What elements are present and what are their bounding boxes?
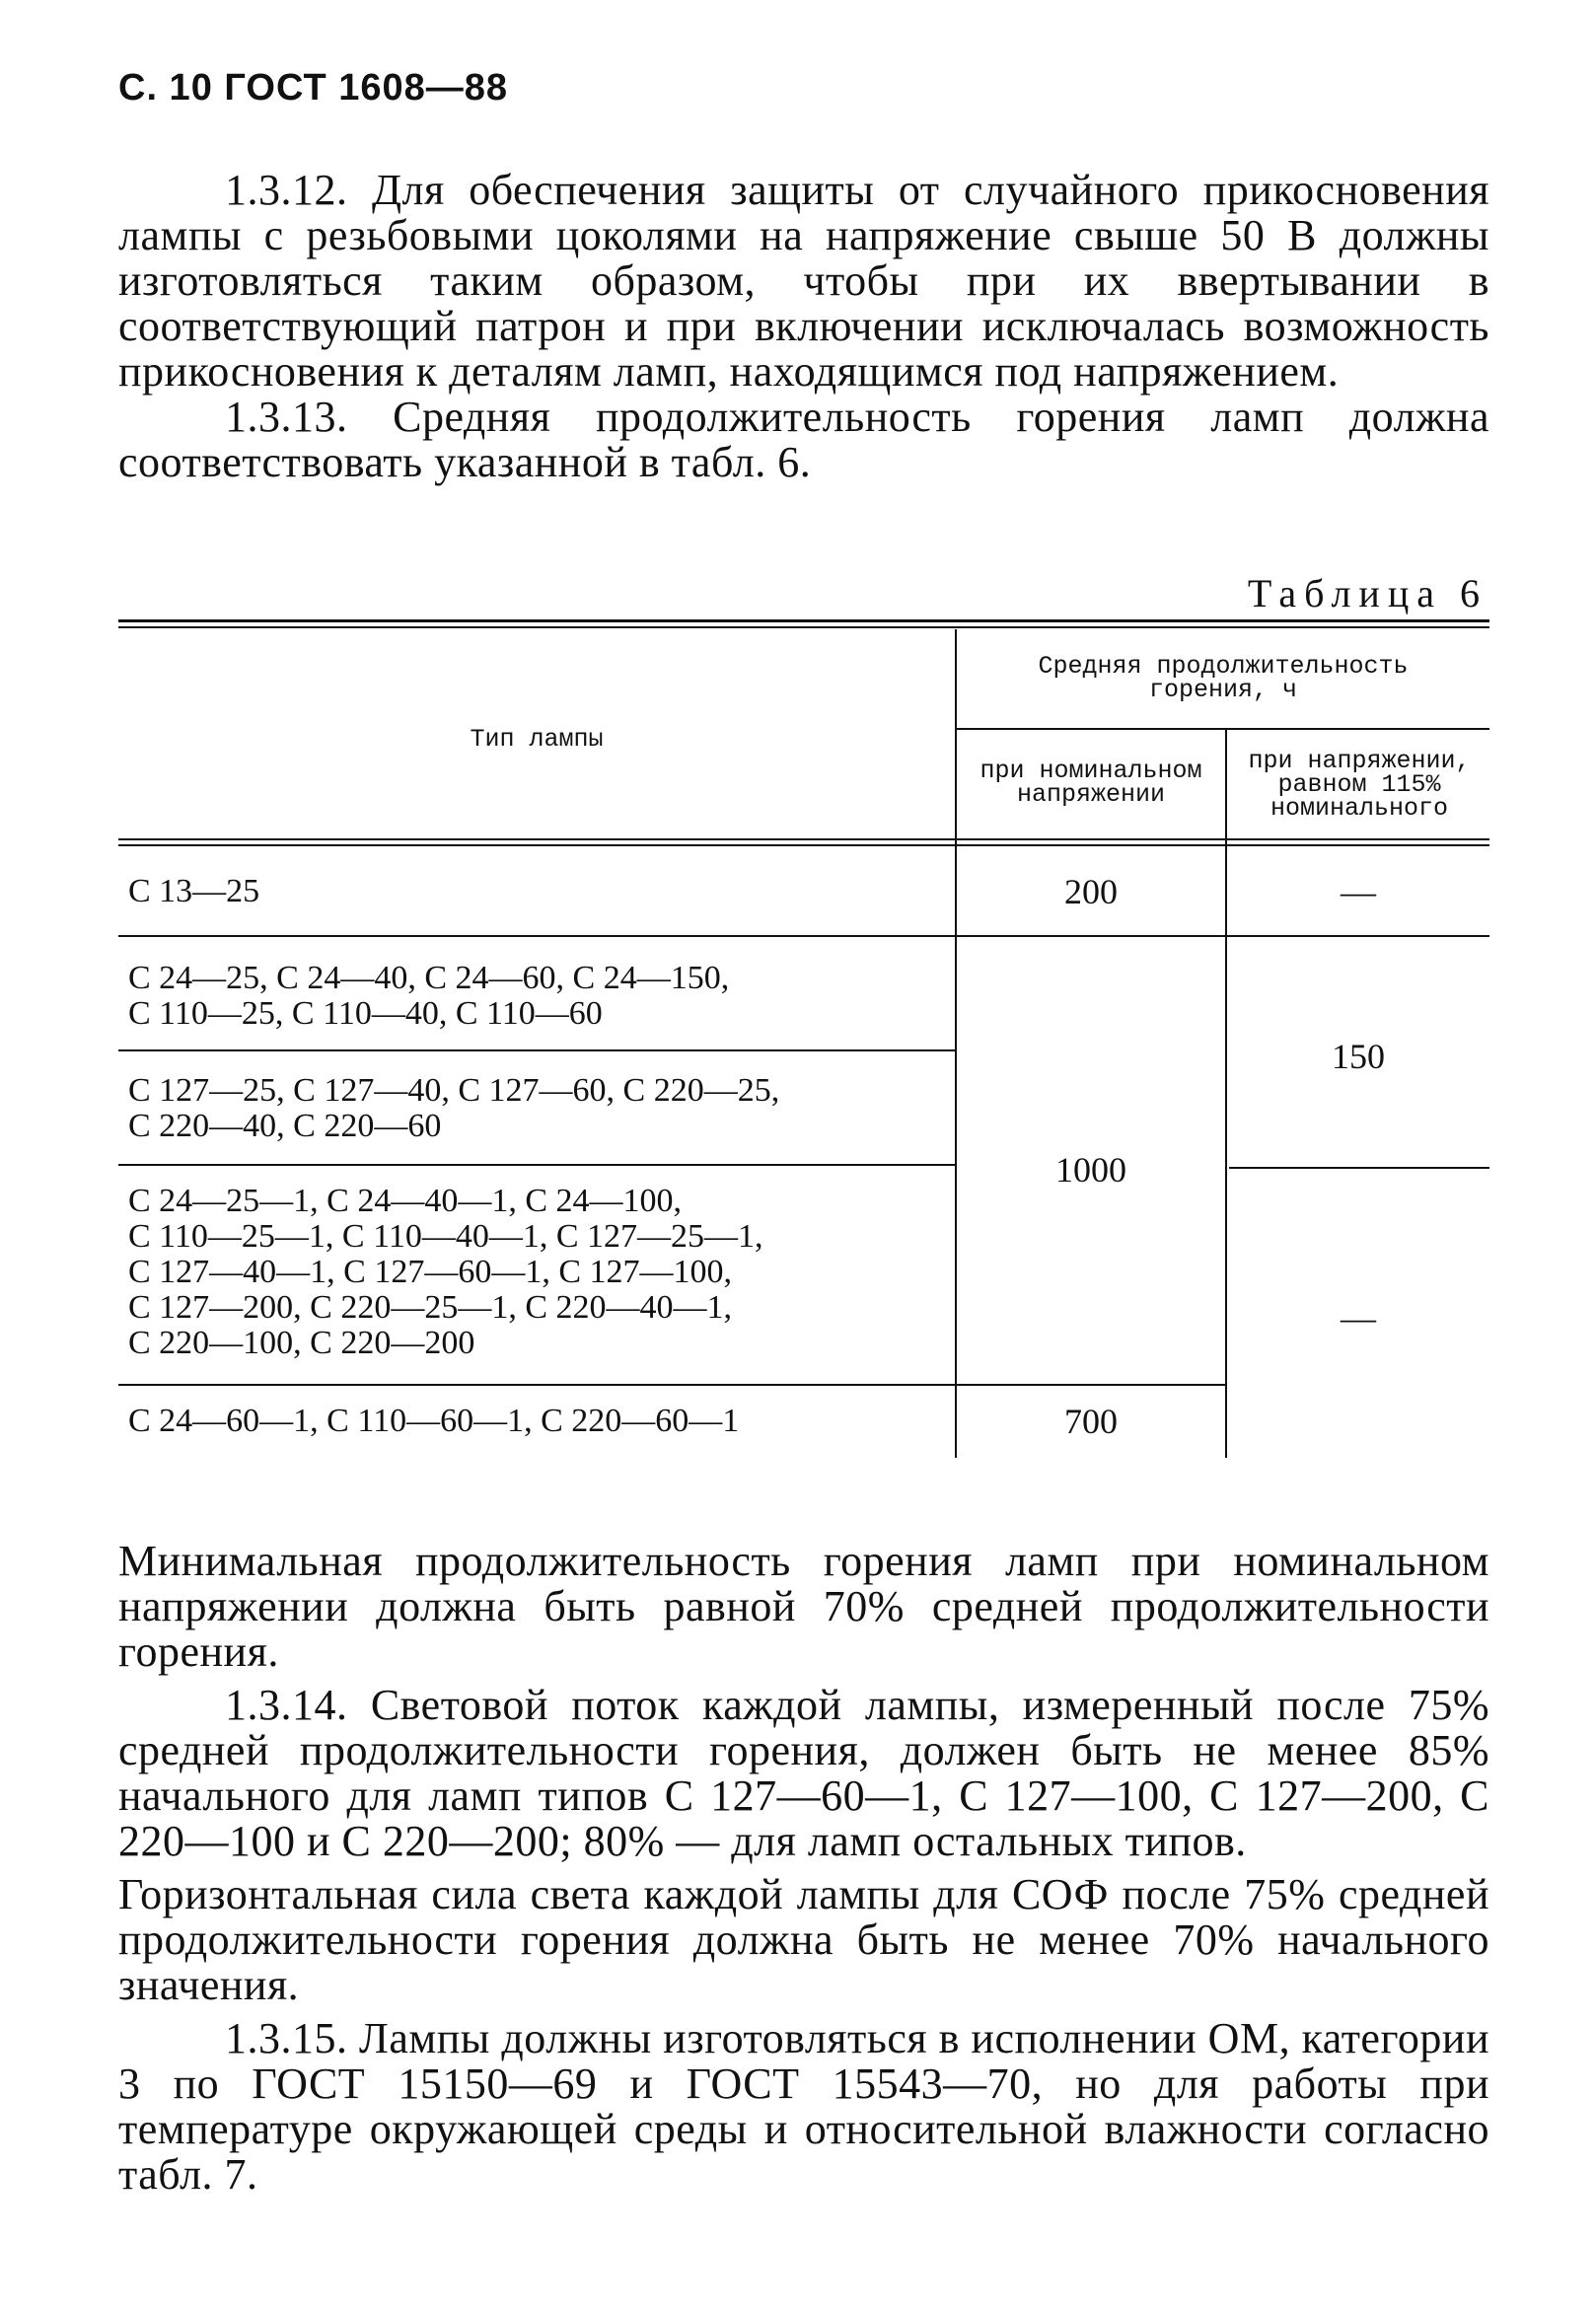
- row-rule-2: [118, 1049, 955, 1051]
- row-1-type: С 13—25: [128, 873, 260, 909]
- header-bottom-rule: [118, 838, 1489, 840]
- paragraph-min-duration: Минимальная продолжительность горения ламп при номинальном напряжении должна быть равной 70% средней продолжительности горения.: [118, 1537, 1489, 1676]
- row-rule-4: [118, 1384, 1225, 1386]
- row-2-type: С 24—25, С 24—40, С 24—60, С 24—150, С 110—25, С 110—40, С 110—60: [128, 960, 730, 1032]
- merged-115-dash: —: [1341, 1298, 1376, 1337]
- paragraph-1-3-15: 1.3.15. Лампы должны изготовляться в исполнении ОМ, категории 3 по ГОСТ 15150—69 и ГОСТ 15543—70, но для работы при температуре окружающей среды и относительной влажности согласно табл. 7.: [118, 2014, 1489, 2199]
- page-header: С. 10 ГОСТ 1608—88: [118, 67, 509, 108]
- paragraph-1-3-13: 1.3.13. Средняя продолжительность горения ламп должна соответствовать указанной в табл. 6.: [118, 393, 1489, 486]
- row-rule-3: [118, 1164, 955, 1166]
- paragraph-horizontal-intensity: Горизонтальная сила света каждой лампы для СОФ после 75% средней продолжительности горения должна быть не менее 70% начального значения.: [118, 1870, 1489, 2009]
- table-top-rule: [118, 619, 1489, 622]
- row-1-115: —: [1341, 872, 1376, 911]
- row-5-type: С 24—60—1, С 110—60—1, С 220—60—1: [128, 1403, 740, 1439]
- header-nominal: при номинальном напряжении: [979, 757, 1202, 809]
- row-rule-115: [1229, 1167, 1489, 1169]
- table-top-rule-inner: [118, 626, 1489, 628]
- row-rule-1: [118, 935, 1489, 937]
- merged-nominal-1000: 1000: [1055, 1150, 1126, 1190]
- header-group-rule: [957, 728, 1489, 730]
- header-group: Средняя продолжительность горения, ч: [1038, 652, 1409, 704]
- col-separator-type: [955, 629, 957, 1458]
- header-type: Тип лампы: [470, 725, 604, 754]
- header-bottom-rule-2: [118, 844, 1489, 846]
- section-bottom: [118, 1539, 1489, 2198]
- row-1-nominal: 200: [1064, 872, 1118, 911]
- paragraph-1-3-14: 1.3.14. Световой поток каждой лампы, измеренный после 75% средней продолжительности горения, должен быть не менее 85% начального для ламп типов С 127—60—1, С 127—100, С 127—200, С 220—100 и С 220—200; 80% — для ламп остальных типов.: [118, 1681, 1489, 1865]
- paragraph-1-3-12: 1.3.12. Для обеспечения защиты от случайного прикосновения лампы с резьбовыми цоколями на напряжение свыше 50 В должны изготовляться таким образом, чтобы при их ввертывании в соответствующий патрон и при включении исключалась возможность прикосновения к деталям ламп, находящимся под напряжением.: [118, 166, 1489, 396]
- table-6: [118, 619, 1489, 1487]
- row-3-type: С 127—25, С 127—40, С 127—60, С 220—25, С 220—40, С 220—60: [128, 1072, 780, 1144]
- table-caption: Таблица 6: [1247, 571, 1487, 615]
- header-115: при напряжении, равном 115% номинального: [1248, 747, 1471, 823]
- merged-115-150: 150: [1332, 1037, 1385, 1076]
- row-4-type: С 24—25—1, С 24—40—1, С 24—100, С 110—25—1, С 110—40—1, С 127—25—1, С 127—40—1, С 127—60—1, С 127—100, С 127—200, С 220—25—1, С 220—40—1, С 220—100, С 220—200: [128, 1183, 763, 1361]
- section-top: [118, 168, 1489, 485]
- row-5-nominal: 700: [1064, 1402, 1118, 1441]
